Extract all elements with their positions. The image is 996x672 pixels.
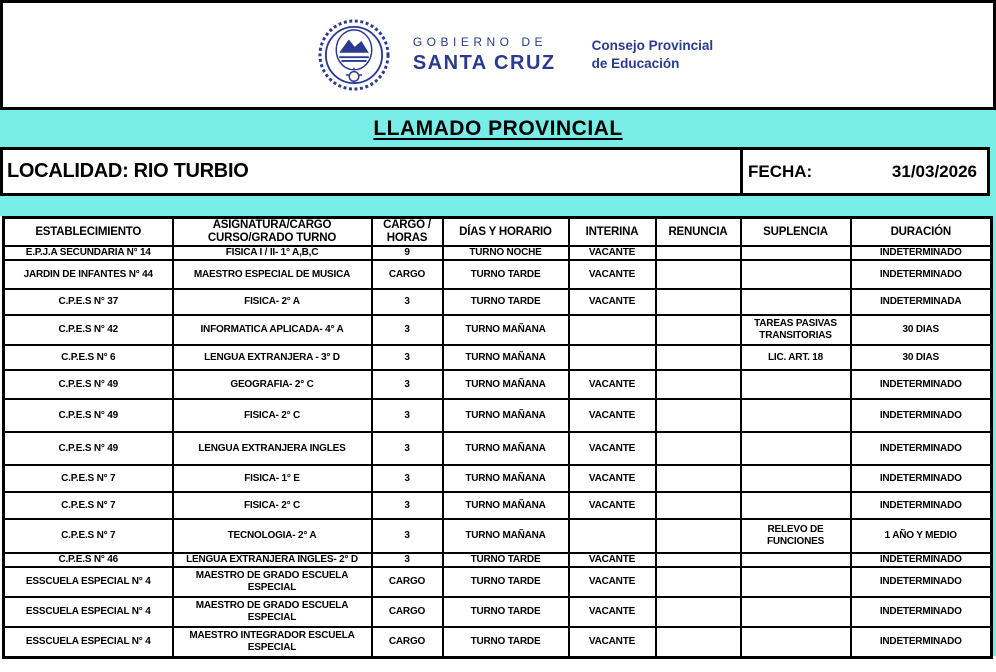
cell-duracion: INDETERMINADO <box>851 567 992 597</box>
cell-cargo-horas: 3 <box>372 289 443 315</box>
cell-establecimiento: JARDIN DE INFANTES N° 44 <box>4 260 173 289</box>
cell-dias-horario: TURNO TARDE <box>443 627 569 657</box>
cell-interina: VACANTE <box>569 627 656 657</box>
cell-establecimiento: E.P.J.A SECUNDARIA N° 14 <box>4 246 173 260</box>
cell-duracion: INDETERMINADA <box>851 289 992 315</box>
cell-duracion: 30 DIAS <box>851 345 992 370</box>
cell-establecimiento: C.P.E.S N° 7 <box>4 492 173 519</box>
cell-renuncia <box>656 289 741 315</box>
cell-dias-horario: TURNO TARDE <box>443 567 569 597</box>
cell-renuncia <box>656 519 741 553</box>
cell-dias-horario: TURNO NOCHE <box>443 246 569 260</box>
cell-duracion: INDETERMINADO <box>851 260 992 289</box>
cell-cargo-horas: CARGO <box>372 597 443 627</box>
cell-interina: VACANTE <box>569 553 656 567</box>
cell-duracion: INDETERMINADO <box>851 370 992 399</box>
cell-establecimiento: C.P.E.S N° 7 <box>4 519 173 553</box>
table-row <box>4 315 992 345</box>
document-header <box>0 0 996 110</box>
page-title: LLAMADO PROVINCIAL <box>373 116 623 140</box>
cell-suplencia <box>741 553 851 567</box>
cell-dias-horario: TURNO TARDE <box>443 597 569 627</box>
logo-group <box>283 17 713 93</box>
cell-renuncia <box>656 567 741 597</box>
cell-cargo-horas: 9 <box>372 246 443 260</box>
cell-asignatura: LENGUA EXTRANJERA INGLES- 2° D <box>173 553 372 567</box>
table-row <box>4 246 992 260</box>
cell-cargo-horas: 3 <box>372 345 443 370</box>
cell-interina: VACANTE <box>569 370 656 399</box>
cell-suplencia: TAREAS PASIVAS TRANSITORIAS <box>741 315 851 345</box>
cell-suplencia <box>741 597 851 627</box>
cell-asignatura: TECNOLOGIA- 2° A <box>173 519 372 553</box>
table-row <box>4 260 992 289</box>
cell-cargo-horas: 3 <box>372 315 443 345</box>
cell-interina: VACANTE <box>569 432 656 465</box>
cell-dias-horario: TURNO MAÑANA <box>443 432 569 465</box>
gobierno-de-text: GOBIERNO DE <box>412 35 548 50</box>
table-row <box>4 627 992 657</box>
cell-asignatura: FISICA I / II- 1° A,B,C <box>173 246 372 260</box>
cell-establecimiento: C.P.E.S N° 49 <box>4 370 173 399</box>
separator-band <box>0 196 996 216</box>
cell-interina: VACANTE <box>569 597 656 627</box>
cell-interina: VACANTE <box>569 260 656 289</box>
table-row <box>4 597 992 627</box>
cell-cargo-horas: CARGO <box>372 260 443 289</box>
cell-dias-horario: TURNO MAÑANA <box>443 492 569 519</box>
cell-renuncia <box>656 597 741 627</box>
cell-renuncia <box>656 315 741 345</box>
cell-establecimiento: ESSCUELA ESPECIAL N° 4 <box>4 627 173 657</box>
fecha-value: 31/03/2026 <box>891 161 977 181</box>
consejo-wordmark <box>592 37 714 72</box>
cell-asignatura: MAESTRO ESPECIAL DE MUSICA <box>173 260 372 289</box>
col-renuncia: RENUNCIA <box>656 218 741 247</box>
table-row <box>4 399 992 432</box>
cell-duracion: 1 AÑO Y MEDIO <box>851 519 992 553</box>
cell-cargo-horas: CARGO <box>372 627 443 657</box>
table-header-row <box>4 218 992 247</box>
cell-dias-horario: TURNO MAÑANA <box>443 345 569 370</box>
cell-duracion: INDETERMINADO <box>851 627 992 657</box>
cell-renuncia <box>656 246 741 260</box>
cell-dias-horario: TURNO MAÑANA <box>443 315 569 345</box>
cell-duracion: INDETERMINADO <box>851 492 992 519</box>
col-asignatura: ASIGNATURA/CARGO CURSO/GRADO TURNO <box>173 218 372 247</box>
cell-dias-horario: TURNO MAÑANA <box>443 519 569 553</box>
cell-suplencia: LIC. ART. 18 <box>741 345 851 370</box>
col-establecimiento: ESTABLECIMIENTO <box>4 218 173 247</box>
cell-asignatura: MAESTRO INTEGRADOR ESCUELA ESPECIAL <box>173 627 372 657</box>
cell-suplencia <box>741 246 851 260</box>
cell-suplencia <box>741 492 851 519</box>
table-row <box>4 492 992 519</box>
cell-interina: VACANTE <box>569 399 656 432</box>
cell-interina: VACANTE <box>569 465 656 492</box>
cell-asignatura: LENGUA EXTRANJERA INGLES <box>173 432 372 465</box>
cell-dias-horario: TURNO MAÑANA <box>443 370 569 399</box>
cell-interina <box>569 315 656 345</box>
table-row <box>4 465 992 492</box>
cell-suplencia <box>741 289 851 315</box>
cell-renuncia <box>656 399 741 432</box>
cell-cargo-horas: 3 <box>372 432 443 465</box>
cell-renuncia <box>656 627 741 657</box>
cell-renuncia <box>656 345 741 370</box>
cell-suplencia <box>741 465 851 492</box>
cell-asignatura: FISICA- 2° A <box>173 289 372 315</box>
locality-bar <box>0 147 990 196</box>
cell-interina: VACANTE <box>569 492 656 519</box>
col-suplencia: SUPLENCIA <box>741 218 851 247</box>
cell-interina <box>569 519 656 553</box>
table-row <box>4 519 992 553</box>
consejo-line-1: Consejo Provincial <box>591 38 714 54</box>
cell-suplencia <box>741 627 851 657</box>
cell-renuncia <box>656 465 741 492</box>
cell-dias-horario: TURNO TARDE <box>443 289 569 315</box>
cell-suplencia: RELEVO DE FUNCIONES <box>741 519 851 553</box>
table-row <box>4 432 992 465</box>
cell-duracion: INDETERMINADO <box>851 246 992 260</box>
fecha-box <box>740 150 987 193</box>
cell-asignatura: FISICA- 2° C <box>173 492 372 519</box>
gobierno-wordmark <box>413 36 556 73</box>
santa-cruz-emblem-icon <box>317 17 391 93</box>
col-duracion: DURACIÓN <box>851 218 992 247</box>
col-dias-horario: DÍAS Y HORARIO <box>443 218 569 247</box>
col-interina: INTERINA <box>569 218 656 247</box>
cell-cargo-horas: 3 <box>372 399 443 432</box>
cell-suplencia <box>741 432 851 465</box>
cell-establecimiento: C.P.E.S N° 7 <box>4 465 173 492</box>
cell-asignatura: MAESTRO DE GRADO ESCUELA ESPECIAL <box>173 597 372 627</box>
cell-establecimiento: C.P.E.S N° 46 <box>4 553 173 567</box>
table-body <box>4 246 992 657</box>
cell-suplencia <box>741 399 851 432</box>
cell-dias-horario: TURNO MAÑANA <box>443 465 569 492</box>
cell-suplencia <box>741 567 851 597</box>
cell-duracion: INDETERMINADO <box>851 597 992 627</box>
cell-cargo-horas: 3 <box>372 370 443 399</box>
cell-cargo-horas: 3 <box>372 465 443 492</box>
santa-cruz-text: SANTA CRUZ <box>412 51 556 74</box>
cell-asignatura: FISICA- 2° C <box>173 399 372 432</box>
cell-duracion: INDETERMINADO <box>851 399 992 432</box>
cell-establecimiento: C.P.E.S N° 49 <box>4 399 173 432</box>
cell-duracion: INDETERMINADO <box>851 432 992 465</box>
table-row <box>4 567 992 597</box>
cell-establecimiento: ESSCUELA ESPECIAL N° 4 <box>4 597 173 627</box>
col-cargo-horas: CARGO / HORAS <box>372 218 443 247</box>
cell-establecimiento: C.P.E.S N° 6 <box>4 345 173 370</box>
cell-renuncia <box>656 432 741 465</box>
cell-renuncia <box>656 370 741 399</box>
consejo-line-2: de Educación <box>591 56 680 71</box>
cell-establecimiento: C.P.E.S N° 49 <box>4 432 173 465</box>
cell-interina: VACANTE <box>569 246 656 260</box>
table-row <box>4 553 992 567</box>
cell-cargo-horas: 3 <box>372 492 443 519</box>
cell-cargo-horas: CARGO <box>372 567 443 597</box>
locality-label: LOCALIDAD: RIO TURBIO <box>7 160 249 182</box>
title-band <box>0 110 996 147</box>
cell-asignatura: INFORMATICA APLICADA- 4° A <box>173 315 372 345</box>
cell-suplencia <box>741 370 851 399</box>
cell-suplencia <box>741 260 851 289</box>
cell-establecimiento: ESSCUELA ESPECIAL N° 4 <box>4 567 173 597</box>
cell-asignatura: FISICA- 1° E <box>173 465 372 492</box>
table-row <box>4 289 992 315</box>
cell-asignatura: GEOGRAFIA- 2° C <box>173 370 372 399</box>
table-header <box>4 218 992 247</box>
cell-renuncia <box>656 553 741 567</box>
fecha-label: FECHA: <box>748 161 813 181</box>
cell-duracion: 30 DIAS <box>851 315 992 345</box>
cell-interina: VACANTE <box>569 567 656 597</box>
cell-duracion: INDETERMINADO <box>851 553 992 567</box>
cell-interina <box>569 345 656 370</box>
cell-dias-horario: TURNO TARDE <box>443 553 569 567</box>
table-row <box>4 370 992 399</box>
cell-interina: VACANTE <box>569 289 656 315</box>
cell-renuncia <box>656 260 741 289</box>
cell-cargo-horas: 3 <box>372 553 443 567</box>
cell-establecimiento: C.P.E.S N° 37 <box>4 289 173 315</box>
cell-duracion: INDETERMINADO <box>851 465 992 492</box>
cell-establecimiento: C.P.E.S N° 42 <box>4 315 173 345</box>
cell-cargo-horas: 3 <box>372 519 443 553</box>
cell-asignatura: LENGUA EXTRANJERA - 3° D <box>173 345 372 370</box>
table-row <box>4 345 992 370</box>
cell-renuncia <box>656 492 741 519</box>
llamado-table <box>2 216 993 659</box>
cell-dias-horario: TURNO MAÑANA <box>443 399 569 432</box>
cell-asignatura: MAESTRO DE GRADO ESCUELA ESPECIAL <box>173 567 372 597</box>
cell-dias-horario: TURNO TARDE <box>443 260 569 289</box>
